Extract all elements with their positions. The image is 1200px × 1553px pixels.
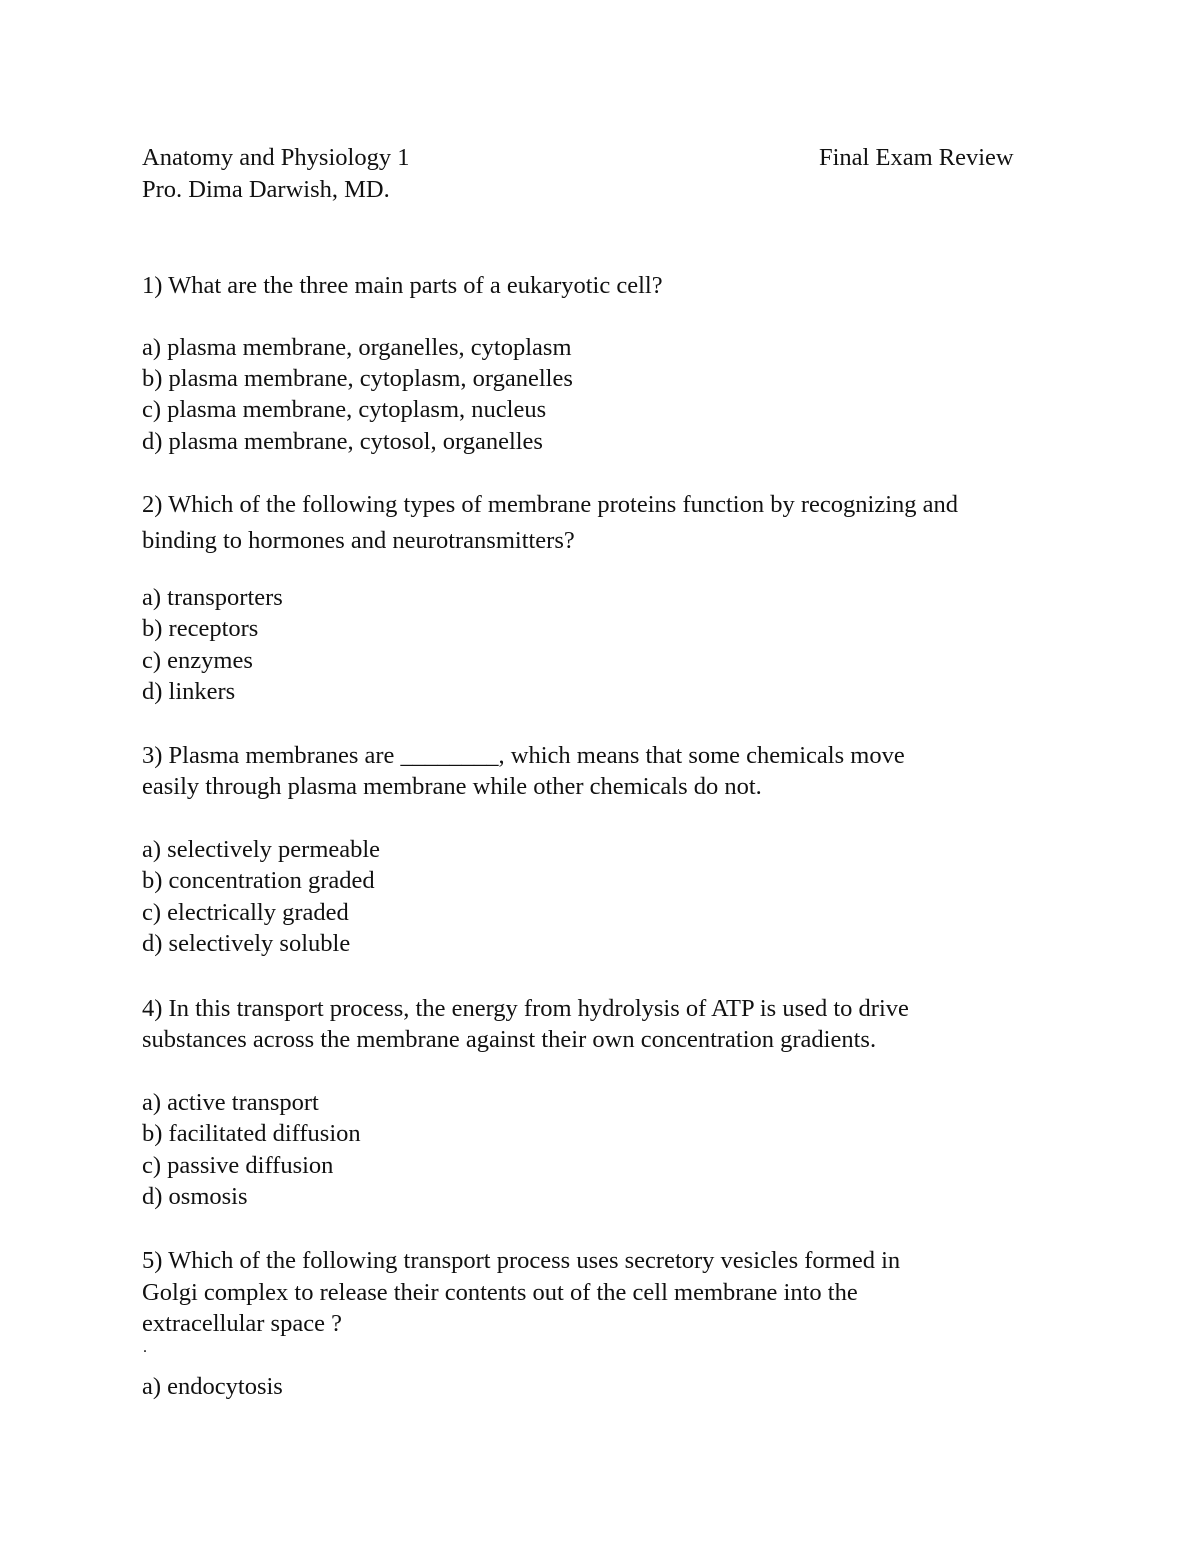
question-3-stem-line-1: 3) Plasma membranes are ________, which means that some chemicals move: [142, 742, 905, 769]
question-5-stem-line-1: 5) Which of the following transport process uses secretory vesicles formed in: [142, 1247, 901, 1274]
document-title: Final Exam Review: [819, 144, 1014, 171]
question-5-stem-line-3: extracellular space ?: [142, 1310, 342, 1337]
question-1-option-c: c) plasma membrane, cytoplasm, nucleus: [142, 396, 547, 423]
question-5-stem-line-2: Golgi complex to release their contents out of the cell membrane into the: [142, 1279, 858, 1306]
course-title: Anatomy and Physiology 1: [142, 144, 410, 171]
question-2-stem-line-1: 2) Which of the following types of membrane proteins function by recognizing and: [142, 491, 959, 518]
question-4-option-d: d) osmosis: [142, 1183, 248, 1210]
question-4-option-b: b) facilitated diffusion: [142, 1120, 361, 1147]
question-2-option-a: a) transporters: [142, 584, 283, 611]
question-2-option-c: c) enzymes: [142, 647, 253, 674]
question-2-option-d: d) linkers: [142, 678, 236, 705]
question-3-stem-line-2: easily through plasma membrane while other chemicals do not.: [142, 773, 762, 800]
question-1-option-d: d) plasma membrane, cytosol, organelles: [142, 428, 543, 455]
document-header: [142, 142, 1042, 206]
question-4-option-c: c) passive diffusion: [142, 1152, 334, 1179]
question-4-stem-line-1: 4) In this transport process, the energy from hydrolysis of ATP is used to drive: [142, 995, 909, 1022]
question-1-option-b: b) plasma membrane, cytoplasm, organelles: [142, 365, 573, 392]
question-1-option-a: a) plasma membrane, organelles, cytoplasm: [142, 334, 572, 361]
question-4-stem-line-2: substances across the membrane against their own concentration gradients.: [142, 1026, 877, 1053]
question-1-stem: 1) What are the three main parts of a eukaryotic cell?: [142, 272, 663, 299]
question-3-option-a: a) selectively permeable: [142, 836, 381, 863]
question-5-option-a: a) endocytosis: [142, 1373, 283, 1400]
question-3-option-d: d) selectively soluble: [142, 930, 351, 957]
question-2-option-b: b) receptors: [142, 615, 259, 642]
question-4-option-a: a) active transport: [142, 1089, 319, 1116]
instructor-name: Pro. Dima Darwish, MD.: [142, 176, 390, 203]
stray-mark: .: [143, 1339, 147, 1356]
question-2-stem-line-2: binding to hormones and neurotransmitters?: [142, 527, 575, 554]
question-3-option-b: b) concentration graded: [142, 867, 375, 894]
question-3-option-c: c) electrically graded: [142, 899, 349, 926]
